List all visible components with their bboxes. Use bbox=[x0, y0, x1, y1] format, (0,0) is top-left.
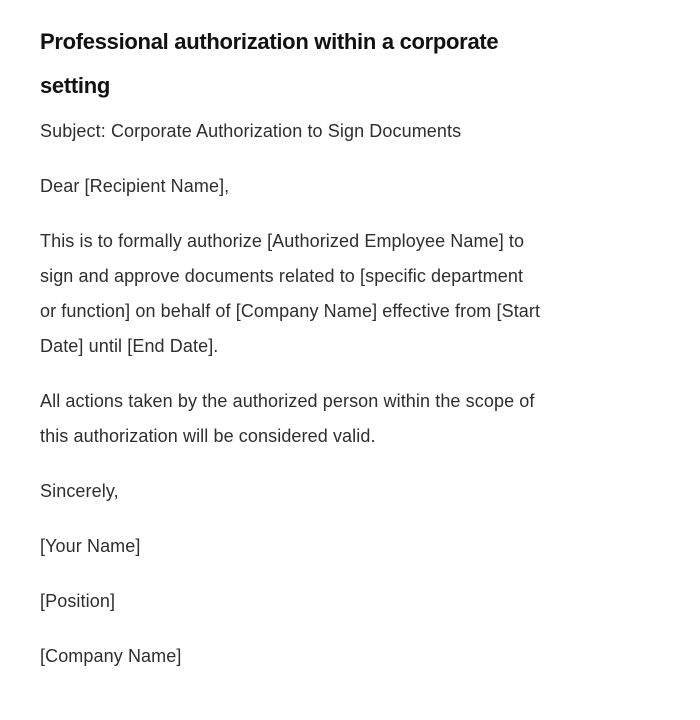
validity-statement-line-2: this authorization will be considered valid. bbox=[40, 426, 376, 446]
validity-statement-paragraph bbox=[40, 384, 640, 454]
salutation bbox=[40, 169, 640, 204]
closing bbox=[40, 474, 640, 509]
page-title-line-2: setting bbox=[40, 73, 111, 98]
authorization-body-line-2: sign and approve documents related to [specific department bbox=[40, 266, 524, 286]
page-title bbox=[40, 20, 640, 108]
authorization-body-line-4: Date] until [End Date]. bbox=[40, 336, 219, 356]
validity-statement-line-1: All actions taken by the authorized person within the scope of bbox=[40, 391, 535, 411]
signature-name bbox=[40, 529, 640, 564]
signature-company-text: [Company Name] bbox=[40, 646, 182, 666]
signature-position bbox=[40, 584, 640, 619]
signature-company bbox=[40, 639, 640, 674]
authorization-body-line-1: This is to formally authorize [Authorized Employee Name] to bbox=[40, 231, 525, 251]
salutation-text: Dear [Recipient Name], bbox=[40, 176, 230, 196]
closing-text: Sincerely, bbox=[40, 481, 119, 501]
subject-line bbox=[40, 114, 640, 149]
page-title-line-1: Professional authorization within a corporate bbox=[40, 29, 499, 54]
signature-name-text: [Your Name] bbox=[40, 536, 141, 556]
authorization-body-line-3: or function] on behalf of [Company Name] effective from [Start bbox=[40, 301, 541, 321]
signature-position-text: [Position] bbox=[40, 591, 116, 611]
subject-line-text: Subject: Corporate Authorization to Sign Documents bbox=[40, 121, 462, 141]
authorization-body-paragraph bbox=[40, 224, 640, 364]
